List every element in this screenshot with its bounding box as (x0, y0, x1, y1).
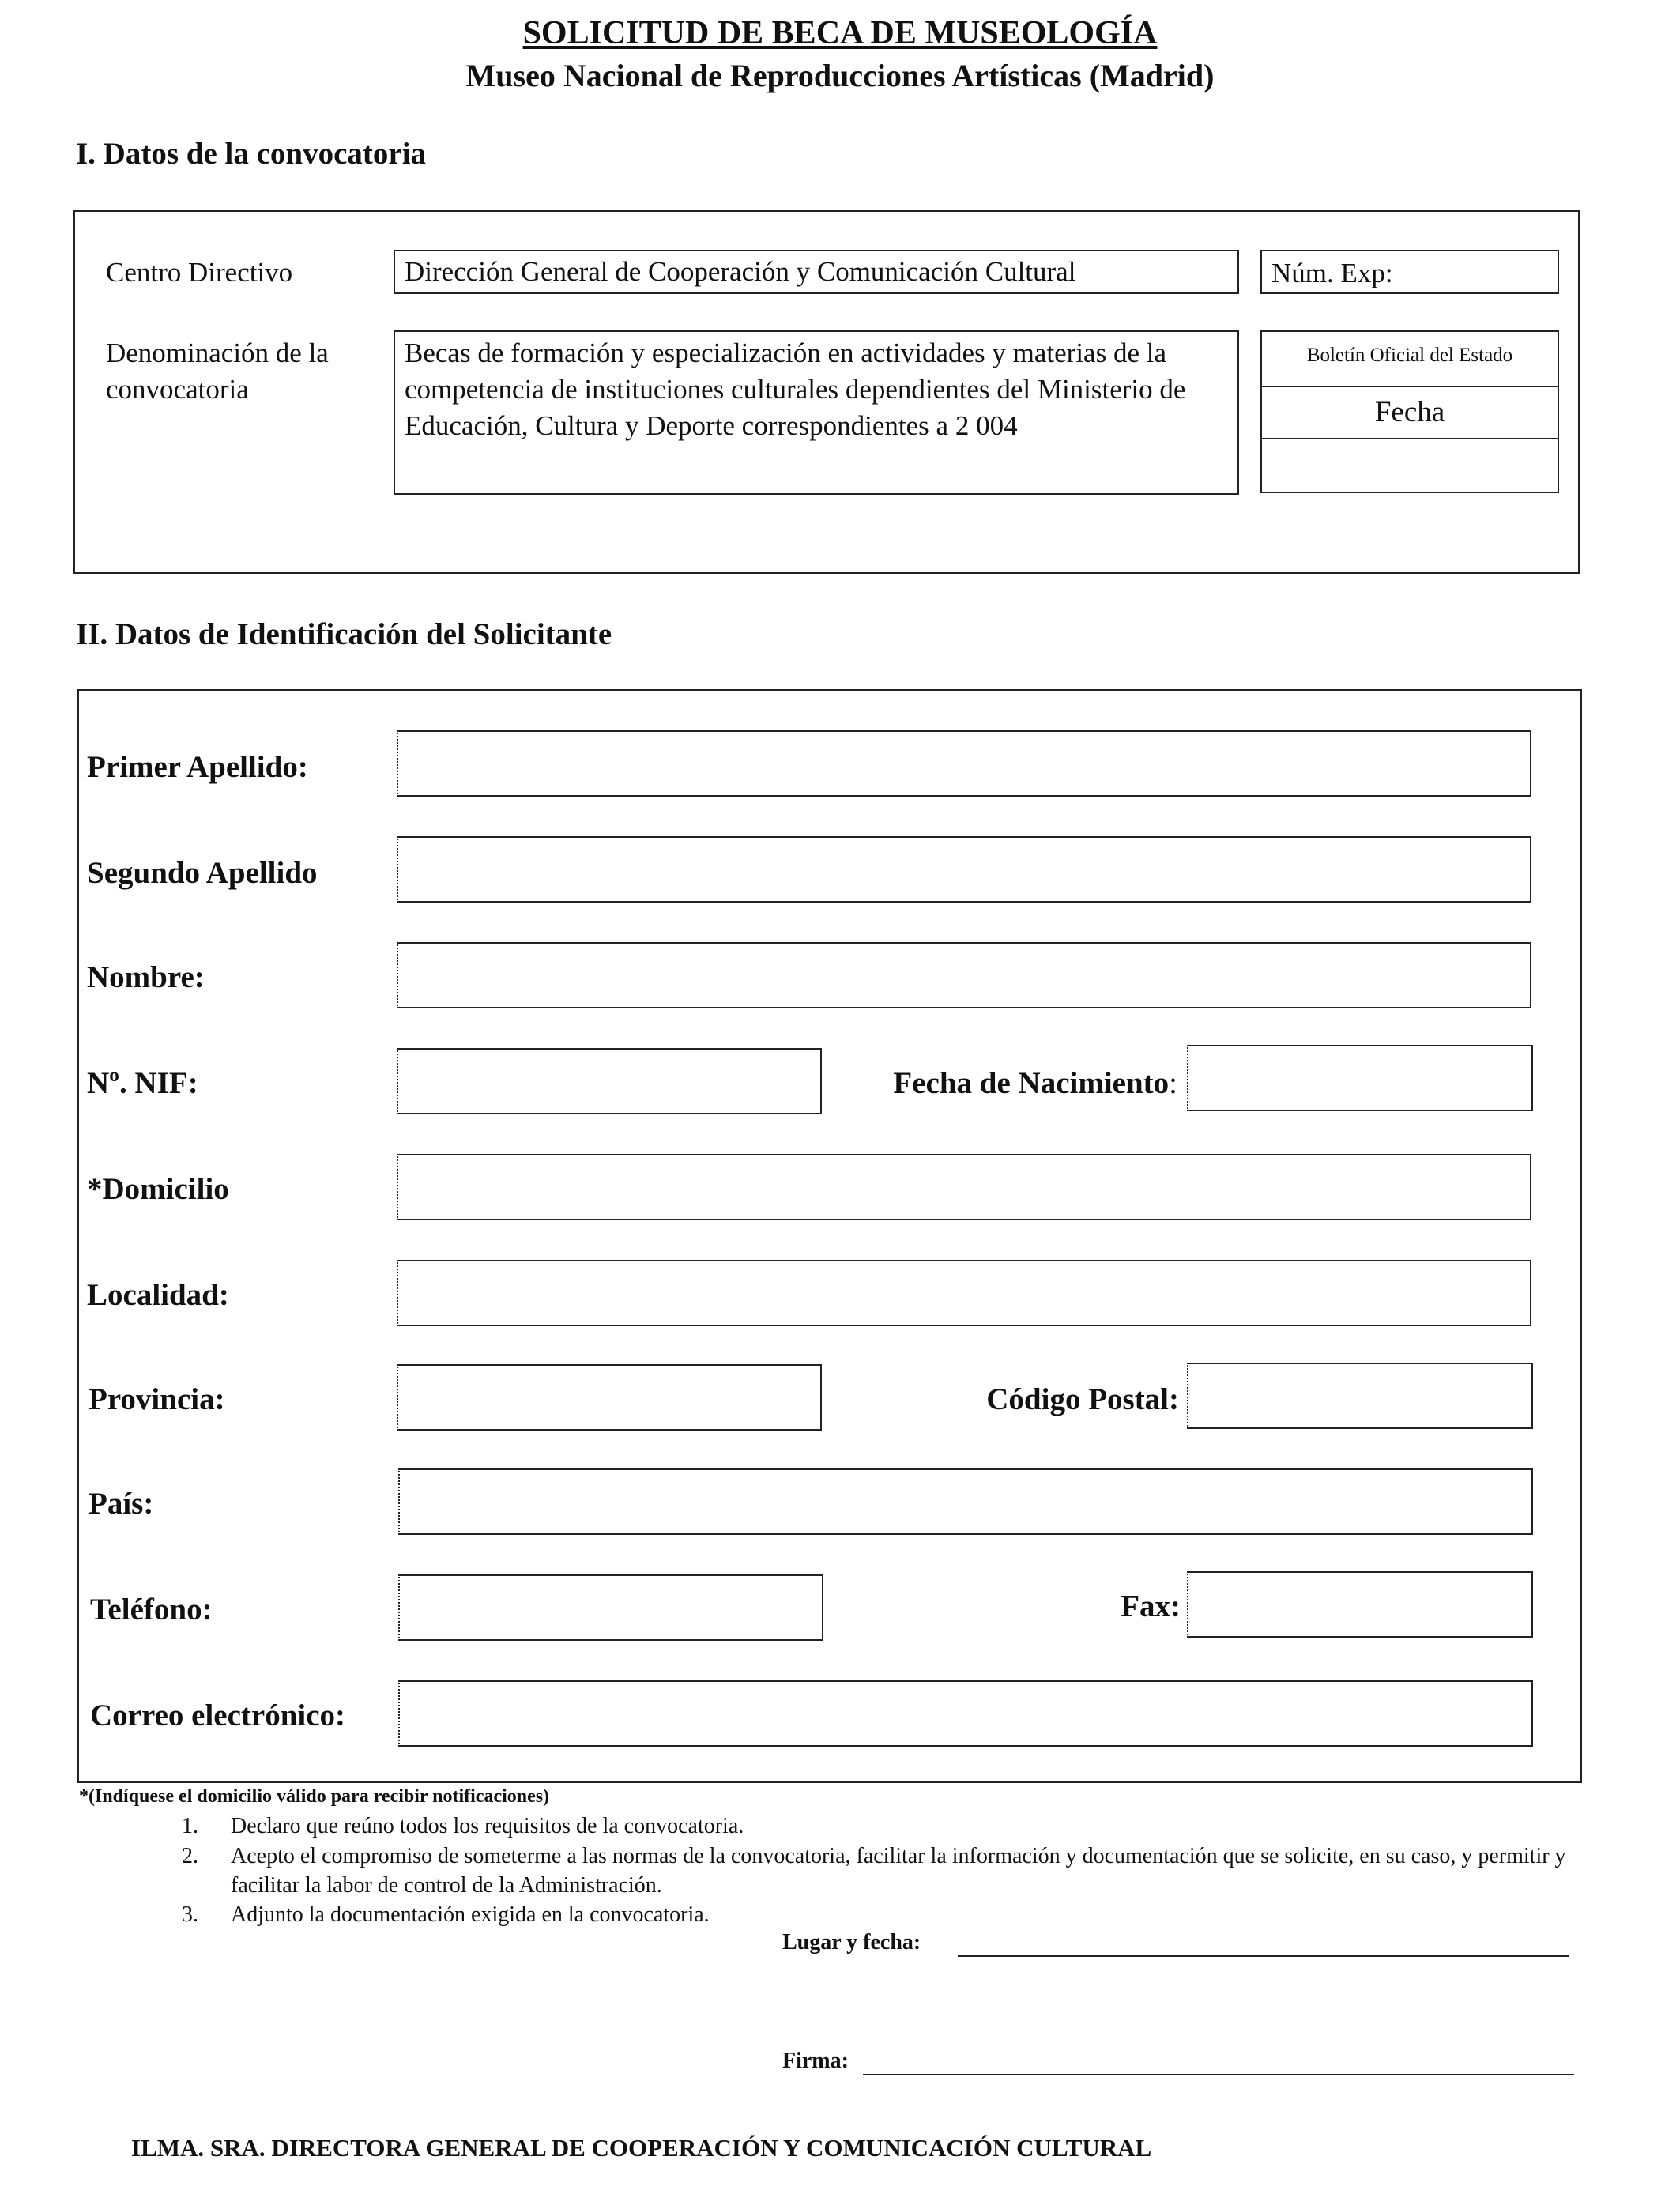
correo-label: Correo electrónico: (90, 1698, 346, 1732)
primer-apellido-field[interactable] (397, 730, 1531, 797)
pais-field[interactable] (398, 1468, 1533, 1535)
denominacion-label-line1: Denominación de la (106, 337, 329, 368)
denominacion-label-line2: convocatoria (106, 374, 249, 405)
declaration-3-num: 3. (182, 1902, 198, 1927)
telefono-field[interactable] (398, 1574, 823, 1641)
lugar-fecha-line[interactable] (958, 1955, 1569, 1957)
lugar-fecha-label: Lugar y fecha: (782, 1930, 921, 1955)
declaration-2-text: Acepto el compromiso de someterme a las normas de la convocatoria, facilitar la información y documentación que se solicite, en su caso, y permitir y facilitar la labor de control de la Administración. (231, 1844, 1566, 1898)
addressee: ILMA. SRA. DIRECTORA GENERAL DE COOPERACIÓN Y COMUNICACIÓN CULTURAL (131, 2134, 1152, 2162)
section2-heading: II. Datos de Identificación del Solicitante (76, 617, 612, 651)
nombre-field[interactable] (397, 942, 1531, 1008)
fax-label: Fax: (1121, 1589, 1181, 1623)
form-title: SOLICITUD DE BECA DE MUSEOLOGÍA (522, 15, 1158, 51)
firma-label: Firma: (782, 2049, 849, 2073)
declaration-1-text: Declaro que reúno todos los requisitos de la convocatoria. (231, 1814, 744, 1838)
boe-label: Boletín Oficial del Estado (1306, 345, 1513, 366)
codigo-postal-label: Código Postal: (986, 1382, 1179, 1416)
nif-label: Nº. NIF: (87, 1066, 198, 1100)
form-subtitle: Museo Nacional de Reproducciones Artísticas (Madrid) (465, 58, 1215, 93)
provincia-label: Provincia: (89, 1382, 225, 1416)
nombre-label: Nombre: (87, 960, 205, 994)
nif-field[interactable] (397, 1048, 822, 1114)
centro-directivo-label: Centro Directivo (106, 257, 293, 288)
segundo-apellido-label: Segundo Apellido (87, 856, 318, 890)
declaration-1-num: 1. (182, 1814, 198, 1838)
pais-label: País: (89, 1487, 154, 1521)
segundo-apellido-field[interactable] (397, 836, 1531, 903)
localidad-field[interactable] (397, 1260, 1531, 1326)
fax-field[interactable] (1187, 1571, 1533, 1638)
fecha-nacimiento-label: Fecha de Nacimiento (893, 1066, 1170, 1100)
boe-box (1260, 330, 1559, 493)
codigo-postal-field[interactable] (1187, 1363, 1533, 1429)
declaration-2-num: 2. (182, 1844, 198, 1868)
denominacion-field: Becas de formación y especialización en actividades y materias de la competencia de instituciones culturales dependientes del Ministerio de Educación, Cultura y Deporte correspondientes a 2 004 (394, 330, 1239, 495)
centro-directivo-field: Dirección General de Cooperación y Comunicación Cultural (394, 250, 1239, 294)
primer-apellido-label: Primer Apellido: (87, 750, 308, 784)
correo-field[interactable] (398, 1680, 1533, 1747)
domicilio-field[interactable] (397, 1154, 1531, 1220)
boe-divider (1262, 386, 1558, 387)
num-exp-field[interactable]: Núm. Exp: (1260, 250, 1559, 294)
fecha-nacimiento-field[interactable] (1187, 1045, 1533, 1111)
boe-fecha-label: Fecha (1374, 396, 1445, 428)
fecha-nacimiento-label-wrap (871, 1065, 1177, 1101)
declaration-3-text: Adjunto la documentación exigida en la convocatoria. (231, 1902, 710, 1927)
boe-fecha-value[interactable] (1262, 439, 1558, 492)
domicilio-label: *Domicilio (87, 1172, 229, 1206)
telefono-label: Teléfono: (90, 1593, 213, 1627)
localidad-label: Localidad: (87, 1278, 229, 1312)
fecha-nacimiento-colon: : (1169, 1066, 1177, 1100)
provincia-field[interactable] (397, 1364, 822, 1431)
section1-heading: I. Datos de la convocatoria (76, 137, 427, 171)
domicilio-note: *(Indíquese el domicilio válido para recibir notificaciones) (79, 1786, 550, 1807)
firma-line[interactable] (863, 2074, 1574, 2075)
